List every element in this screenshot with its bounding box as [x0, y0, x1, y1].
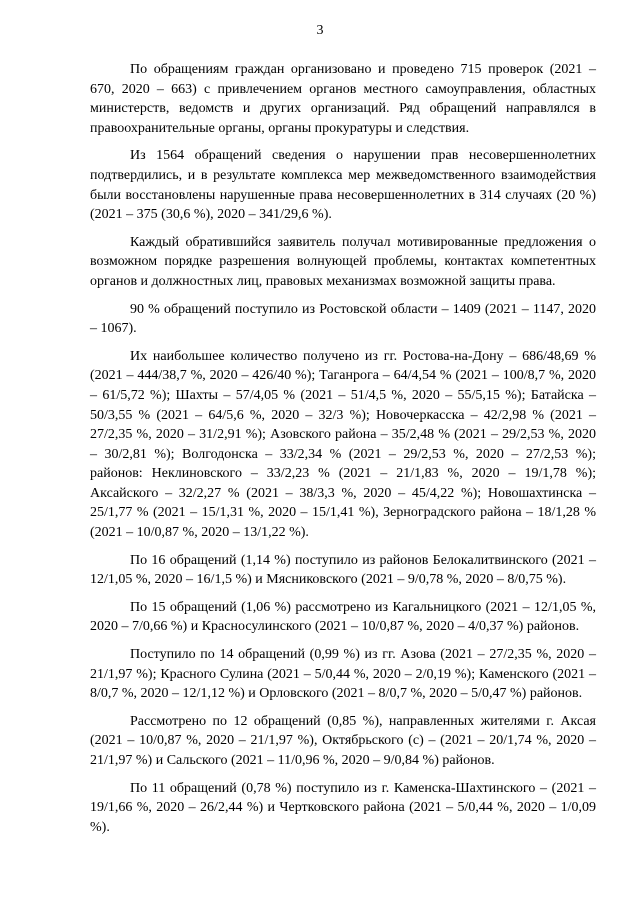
paragraph-rostov-region-share: 90 % обращений поступило из Ростовской области – 1409 (2021 – 1147, 2020 – 1067).	[90, 301, 596, 337]
paragraph-14-appeals: Поступило по 14 обращений (0,99 %) из гг. Азова (2021 – 27/2,35 %, 2020 – 21/1,97 %); Красного Сулина (2021 – 5/0,44 %, 2020 – 2/0,19 %); Каменского (2021 – 8/0,7 %, 2020 – 12/1,12 %) и Орловского (2021 – 8/0,7 %, 2020 – 5/0,47 %) районов.	[90, 647, 596, 702]
paragraph-inspections: По обращениям граждан организовано и проведено 715 проверок (2021 – 670, 2020 – 663) с привлечением органов местного самоуправления, областных министерств, ведомств и других организаций. Ряд обращений направлялся в правоохранительные органы, органы прокуратуры и следствия.	[90, 62, 596, 136]
paragraph-top-cities: Их наибольшее количество получено из гг. Ростова-на-Дону – 686/48,69 % (2021 – 444/38,7 %, 2020 – 426/40 %); Таганрога – 64/4,54 % (2021 – 100/8,7 %, 2020 – 61/5,72 %); Шахты – 57/4,05 % (2021 – 51/4,5 %, 2020 – 55/5,15 %); Батайска – 50/3,55 % (2021 – 64/5,6 %, 2020 – 32/3 %); Новочеркасска – 42/2,98 % (2021 – 27/2,35 %, 2020 – 31/2,91 %); Азовского района – 35/2,48 % (2021 – 29/2,53 %, 2020 – 30/2,81 %); Волгодонска – 33/2,34 % (2021 – 29/2,53 %, 2020 – 27/2,53 %); районов: Неклиновского – 33/2,23 % (2021 – 21/1,83 %, 2020 – 19/1,78 %); Аксайского – 32/2,27 % (2021 – 38/3,3 %, 2020 – 45/4,22 %); Новошахтинска – 25/1,77 % (2021 – 15/1,31 %, 2020 – 15/1,41 %), Зерноградского района – 18/1,28 % (2021 – 10/0,87 %, 2020 – 13/1,22 %).	[90, 348, 596, 541]
page-number: 3	[316, 23, 324, 38]
paragraph-applicant-responses: Каждый обратившийся заявитель получал мотивированные предложения о возможном порядке разрешения волнующей проблемы, контактах компетентных органов и должностных лиц, правовых механизмах возможной защиты права.	[90, 234, 596, 289]
paragraph-12-appeals: Рассмотрено по 12 обращений (0,85 %), направленных жителями г. Аксая (2021 – 10/0,87 %, 2020 – 21/1,97 %), Октябрьского (с) – (2021 – 20/1,74 %, 2020 – 21/1,97 %) и Сальского (2021 – 11/0,96 %, 2020 – 9/0,84 %) районов.	[90, 713, 596, 768]
paragraph-11-appeals: По 11 обращений (0,78 %) поступило из г. Каменска-Шахтинского – (2021 – 19/1,66 %, 2020 – 26/2,44 %) и Чертковского района (2021 – 5/0,44 %, 2020 – 1/0,09 %).	[90, 780, 596, 835]
paragraph-15-appeals: По 15 обращений (1,06 %) рассмотрено из Кагальницкого (2021 – 12/1,05 %, 2020 – 7/0,66 %) и Красносулинского (2021 – 10/0,87 %, 2020 – 4/0,37 %) районов.	[90, 599, 596, 635]
paragraph-16-appeals: По 16 обращений (1,14 %) поступило из районов Белокалитвинского (2021 – 12/1,05 %, 2020 – 16/1,5 %) и Мясниковского (2021 – 9/0,78 %, 2020 – 8/0,75 %).	[90, 552, 596, 588]
paragraph-restored-rights: Из 1564 обращений сведения о нарушении прав несовершеннолетних подтвердились, и в результате комплекса мер межведомственного взаимодействия были восстановлены нарушенные права несовершеннолетних в 314 случаях (20 %) (2021 – 375 (30,6 %), 2020 – 341/29,6 %).	[90, 148, 596, 223]
document-body	[90, 60, 596, 845]
